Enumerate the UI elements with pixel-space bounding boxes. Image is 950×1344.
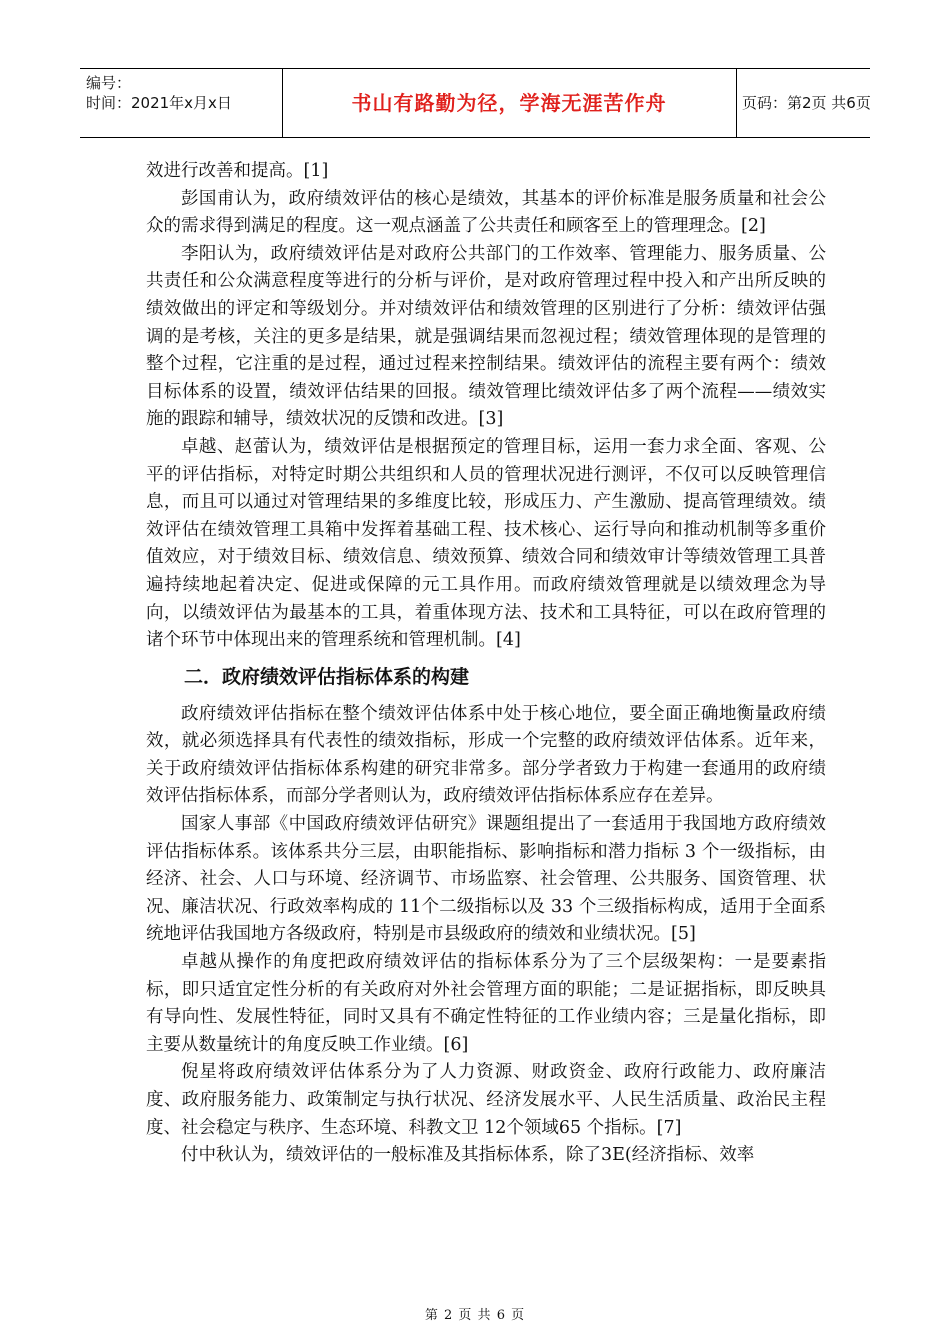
header-meta xyxy=(80,69,283,137)
paragraph: 彭国甫认为，政府绩效评估的核心是绩效，其基本的评价标准是服务质量和社会公众的需求得到满足的程度。这一观点涵盖了公共责任和顾客至上的管理理念。[2] xyxy=(146,188,826,237)
paragraph-continued: 效进行改善和提高。[1] xyxy=(146,161,329,181)
header-page-cell xyxy=(736,69,870,137)
document-date-label: 时间：2021年x月x日 xyxy=(86,94,232,112)
section-heading: 二．政府绩效评估指标体系的构建 xyxy=(184,665,470,688)
page-header xyxy=(80,68,870,138)
paragraph: 政府绩效评估指标在整个绩效评估体系中处于核心地位，要全面正确地衡量政府绩效，就必须选择具有代表性的绩效指标，形成一个完整的政府绩效评估体系。近年来，关于政府绩效评估指标体系构建的研究非常多。部分学者致力于构建一套通用的政府绩效评估指标体系，而部分学者则认为，政府绩效评估指标体系应存在差异。 xyxy=(146,703,826,807)
paragraph: 李阳认为，政府绩效评估是对政府公共部门的工作效率、管理能力、服务质量、公共责任和公众满意程度等进行的分析与评价，是对政府管理过程中投入和产出所反映的绩效做出的评定和等级划分。并对绩效评估和绩效管理的区别进行了分析：绩效评估强调的是考核，关注的更多是结果，就是强调结果而忽视过程；绩效管理体现的是管理的整个过程，它注重的是过程，通过过程来控制结果。绩效评估的流程主要有两个：绩效目标体系的设置，绩效评估结果的回报。绩效管理比绩效评估多了两个流程——绩效实施的跟踪和辅导，绩效状况的反馈和改进。[3] xyxy=(146,243,826,430)
paragraph: 卓越从操作的角度把政府绩效评估的指标体系分为了三个层级架构：一是要素指标，即只适宜定性分析的有关政府对外社会管理方面的职能；二是证据指标，即反映具有导向性、发展性特征，同时又具有不确定性特征的工作业绩内容；三是量化指标，即主要从数量统计的角度反映工作业绩。[6] xyxy=(146,952,826,1055)
header-page-number: 页码：第2页 共6页 xyxy=(742,94,871,112)
header-motto-cell xyxy=(282,69,737,137)
document-number-label: 编号： xyxy=(86,74,132,92)
paragraph: 卓越、赵蕾认为，绩效评估是根据预定的管理目标，运用一套力求全面、客观、公平的评估指标，对特定时期公共组织和人员的管理状况进行测评，不仅可以反映管理信息，而且可以通过对管理结果的多维度比较，形成压力、产生激励、提高管理绩效。绩效评估在绩效管理工具箱中发挥着基础工程、技术核心、运行导向和推动机制等多重价值效应，对于绩效目标、绩效信息、绩效预算、绩效合同和绩效审计等绩效管理工具普遍持续地起着决定、促进或保障的元工具作用。而政府绩效管理就是以绩效理念为导向，以绩效评估为最基本的工具，着重体现方法、技术和工具特征，可以在政府管理的诸个环节中体现出来的管理系统和管理机制。[4] xyxy=(146,436,826,651)
page-footer: 第 2 页 共 6 页 xyxy=(424,1308,526,1323)
document-body xyxy=(146,158,826,1170)
paragraph: 倪星将政府绩效评估体系分为了人力资源、财政资金、政府行政能力、政府廉洁度、政府服务能力、政策制定与执行状况、经济发展水平、人民生活质量、政治民主程度、社会稳定与秩序、生态环境、科教文卫 12个领域65 个指标。[7] xyxy=(146,1062,826,1138)
header-motto: 书山有路勤为径，学海无涯苦作舟 xyxy=(351,91,667,115)
paragraph: 付中秋认为，绩效评估的一般标准及其指标体系，除了3E(经济指标、效率 xyxy=(181,1145,755,1166)
paragraph: 国家人事部《中国政府绩效评估研究》课题组提出了一套适用于我国地方政府绩效评估指标体系。该体系共分三层，由职能指标、影响指标和潜力指标 3 个一级指标，由经济、社会、人口与环境、经济调节、市场监察、社会管理、公共服务、国资管理、状况、廉洁状况、行政效率构成的 11个二级指标以及 33 个三级指标构成，适用于全面系统地评估我国地方各级政府，特别是市县级政府的绩效和业绩状况。[5] xyxy=(146,814,826,945)
